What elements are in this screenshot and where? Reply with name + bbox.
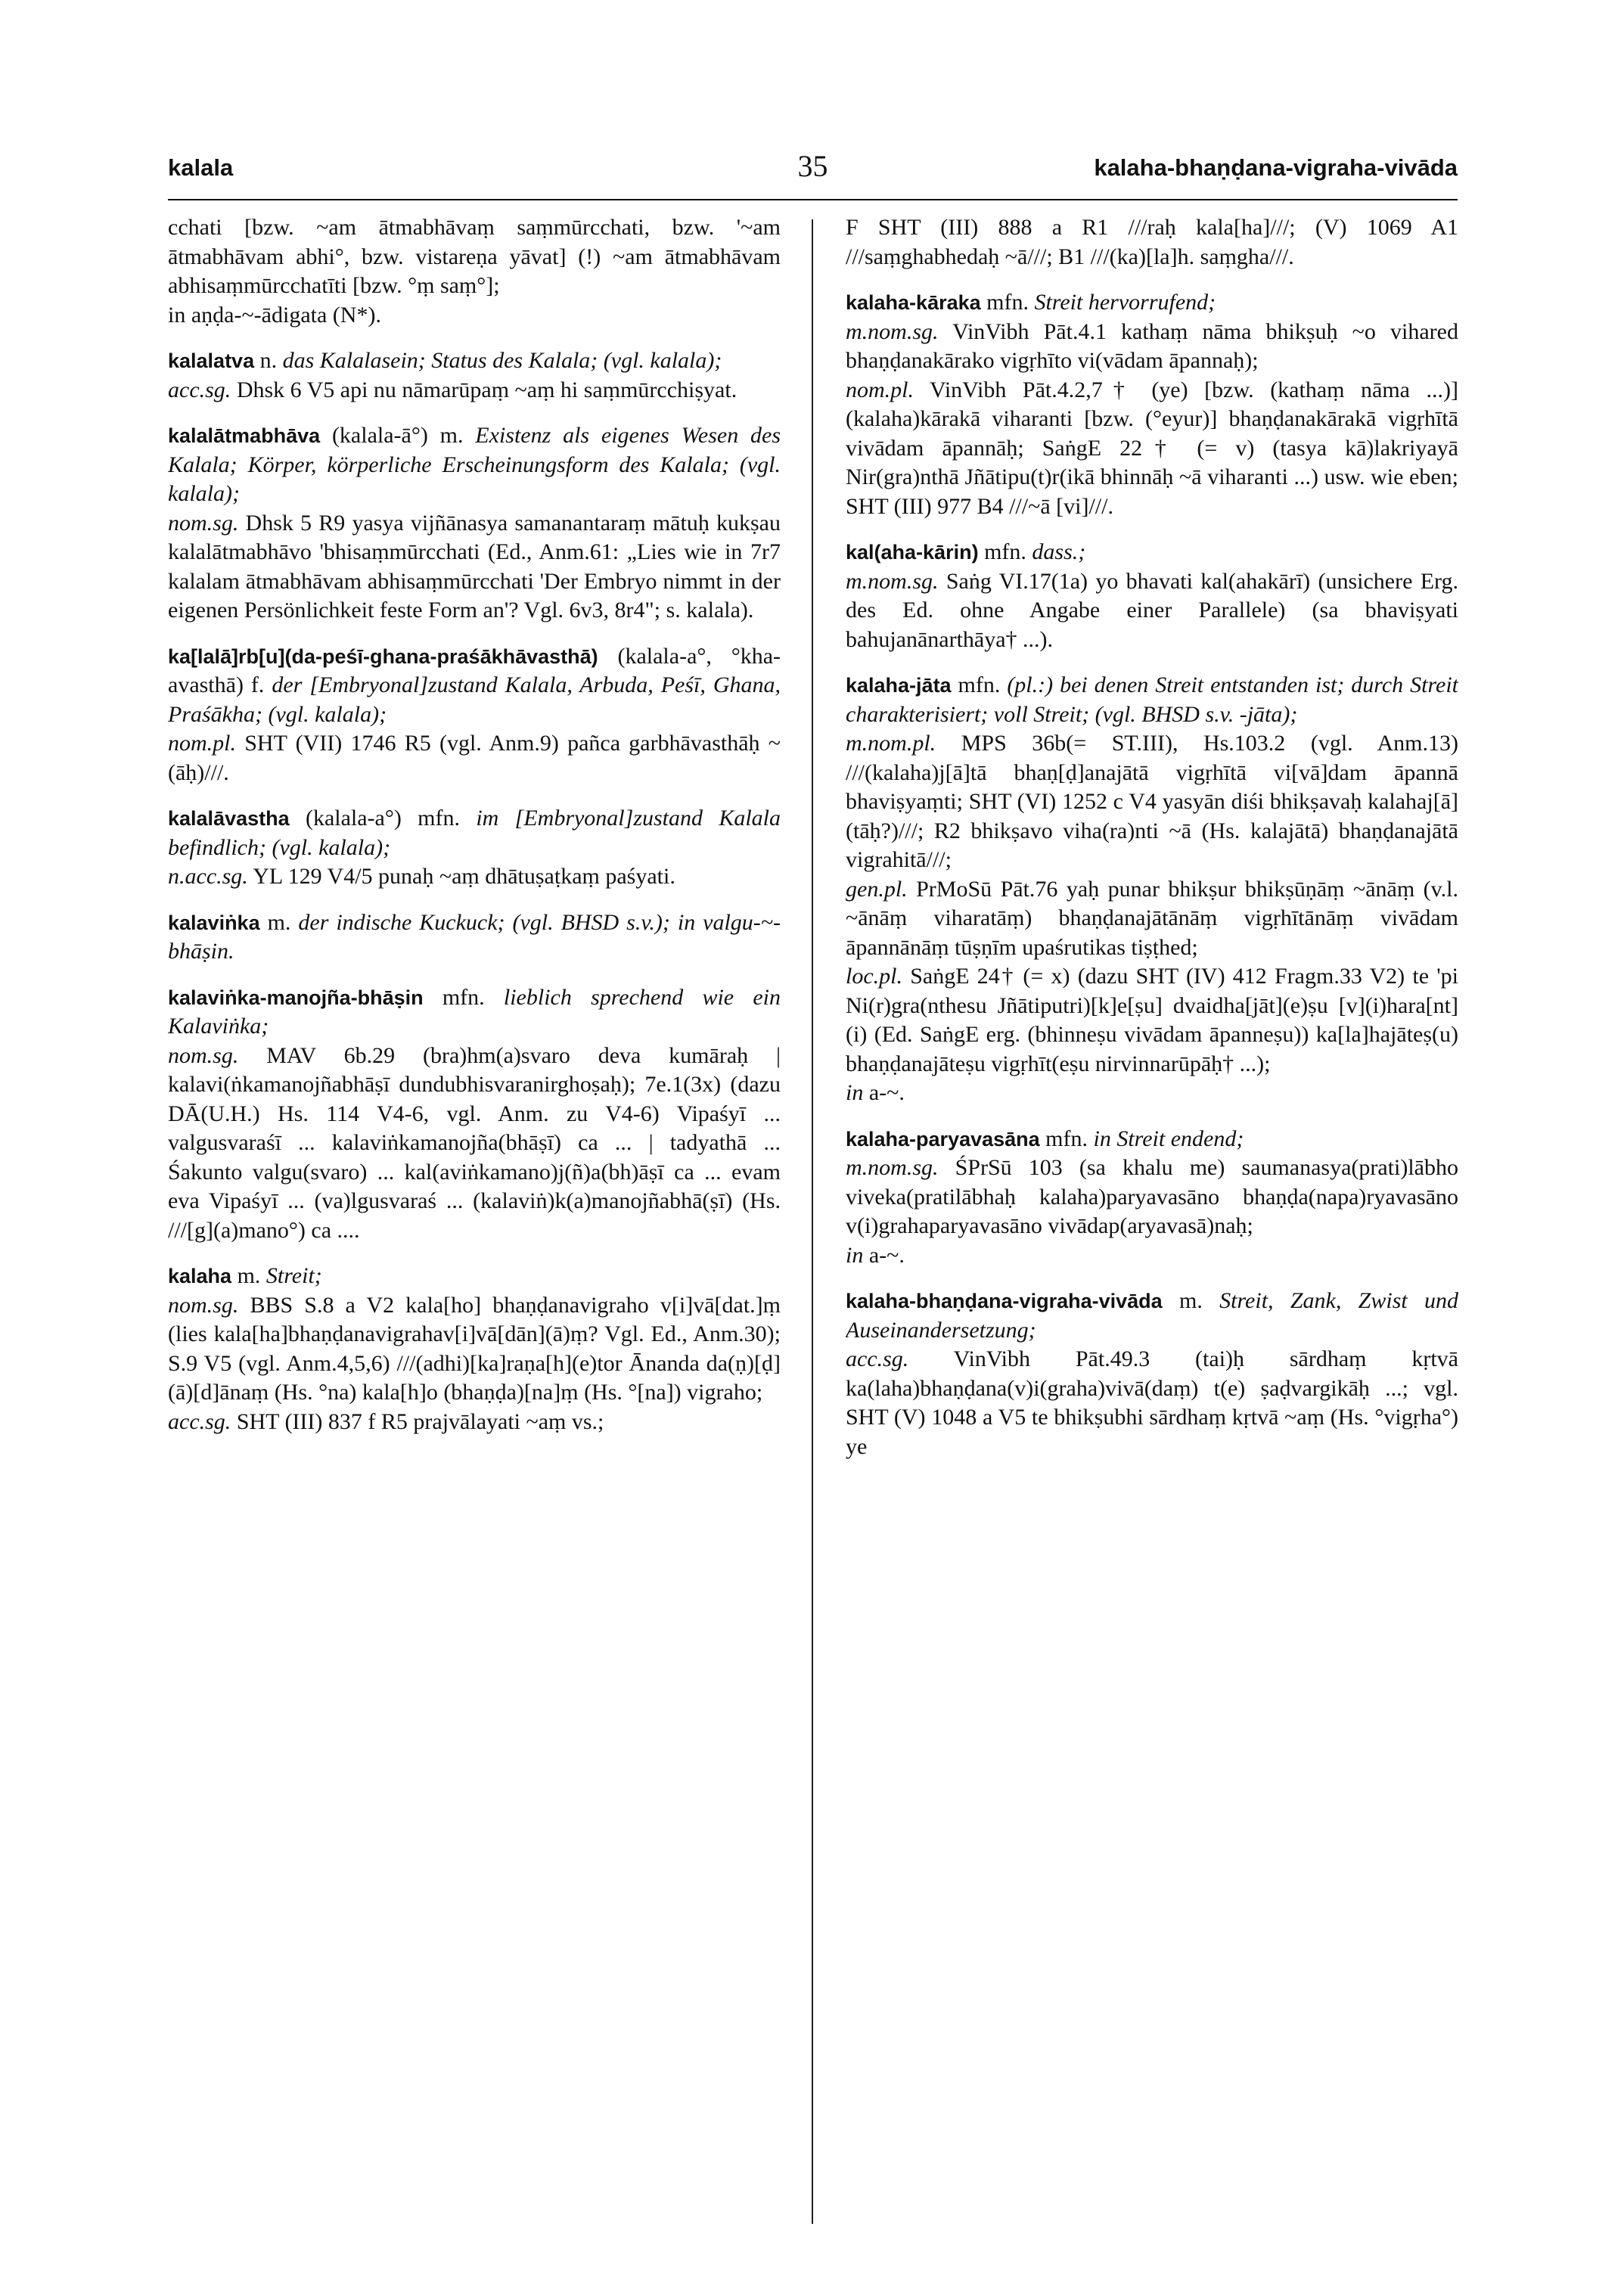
entry-grammar: m. (1178, 1288, 1203, 1313)
entry-definition (168, 908, 781, 967)
entry-grammar: m. (267, 909, 291, 935)
citation-text: a-~. (868, 1080, 905, 1105)
entry-headword: kalalātmabhāva (168, 424, 321, 447)
entry-headword: kalaviṅka (168, 911, 260, 934)
grammar-label: loc.pl. (846, 964, 902, 989)
entry-grammar: (kalala-ā°) m. (331, 423, 464, 448)
citation-text: VinVibh Pāt.4.1 kathaṃ nāma bhikṣuḥ ~o vihared bhaṇḍanakārako vigṛhīto vi(vādam āpannaḥ); (846, 318, 1458, 373)
grammar-label: nom.sg. (168, 510, 239, 536)
citation-text: PrMoSū Pāt.76 yaḥ punar bhikṣur bhikṣūṇāṃ ~ānāṃ (v.l. ~ānāṃ viharatāṃ) bhaṇḍanajātānāṃ vigṛhītānāṃ vivādam āpannānāṃ tūṣṇīm upaśrutikas tiṣṭhed; (846, 876, 1458, 960)
entry-grammar: mfn. (442, 984, 485, 1010)
grammar-label: n.acc.sg. (168, 864, 248, 889)
entry-citation (846, 1345, 1458, 1461)
entry-citation (168, 862, 781, 892)
grammar-label: nom.pl. (168, 731, 236, 756)
grammar-label: acc.sg. (168, 1408, 231, 1434)
right-column (846, 213, 1458, 2225)
entry-grammar: mfn. (1045, 1126, 1088, 1151)
entry-gloss: lieblich sprechend wie ein Kalaviṅka; (168, 984, 781, 1039)
entry-gloss: Streit; (265, 1263, 322, 1288)
entry-headword: kalalāvastha (168, 807, 290, 830)
entry-citation (168, 509, 781, 626)
entry-gloss: Streit hervorrufend; (1034, 290, 1216, 315)
entry-definition (168, 346, 781, 376)
entry-definition (846, 1125, 1458, 1154)
dictionary-entry (846, 671, 1458, 1108)
dictionary-entry (168, 908, 781, 967)
citation-text: ŚPrSū 103 (sa khalu me) saumanasya(prati)lābho viveka(pratilābhaḥ kalaha)paryavasāno bhaṇḍa(napa)ryavasāno v(i)grahaparyavasāno vivādap(aryavasā)naḥ; (846, 1155, 1458, 1238)
entry-grammar: m. (237, 1263, 261, 1288)
entry-citation (168, 1291, 781, 1408)
entry-citation (846, 875, 1458, 963)
citation-text: Dhsk 5 R9 yasya vijñānasya samanantaraṃ mātuḥ kukṣau kalalātmabhāvo 'bhisaṃmūrcchati (Ed., Anm.61: „Lies wie in 7r7 kalalam ātmabhāvam abhisaṃmūrcchati 'Der Embryo nimmt in der eigenen Persönlichkeit feste Form an'? Vgl. 6v3, 8r4"; s. kalala). (168, 510, 781, 623)
entry-citation (168, 729, 781, 787)
entry-grammar: mfn. (986, 290, 1029, 315)
running-header (168, 148, 1458, 194)
grammar-label: nom.pl. (846, 377, 914, 402)
entry-grammar: n. (259, 348, 278, 373)
grammar-label: nom.sg. (168, 1292, 239, 1318)
entry-headword: ka[lalā]rb[u](da-peśī-ghana-praśākhāvasthā) (168, 644, 598, 668)
dictionary-entry (168, 983, 781, 1246)
dictionary-entry (168, 346, 781, 405)
grammar-label: gen.pl. (846, 876, 908, 902)
continued-entry (846, 213, 1458, 272)
grammar-label: acc.sg. (168, 377, 231, 402)
entry-gloss: dass.; (1032, 539, 1086, 564)
continued-text: cchati [bzw. ~am ātmabhāvaṃ saṃmūrcchati, bzw. '~am ātmabhāvam abhi°, bzw. vistareṇa yāvat] (!) ~am ātmabhāvam abhisaṃmūrcchatīti [bzw. °ṃ saṃ°]; (168, 215, 781, 298)
entry-citation (846, 1079, 1458, 1108)
entry-definition (168, 421, 781, 509)
citation-text: SaṅgE 24† (= x) (dazu SHT (IV) 412 Fragm.33 V2) te 'pi Ni(r)gra(nthesu Jñātiputri)[k]e[ṣu] dvaidha[jāt](e)ṣu [v](i)hara[nt](i) (Ed. SaṅgE erg. (bhinneṣu vivādam āpanneṣu)) ka[la]hajāteṣ(u) bhaṇḍanajāteṣu vigṛhīt(eṣu nirvinnarūpāḥ† ...); (846, 964, 1458, 1076)
page-number: 35 (797, 149, 828, 183)
entry-headword: kal(aha-kārin) (846, 541, 979, 564)
entry-headword: kalaha-jāta (846, 674, 952, 697)
entry-headword: kalaha (168, 1265, 232, 1287)
dictionary-entry (846, 1287, 1458, 1461)
entry-citation (846, 729, 1458, 875)
grammar-label: m.nom.sg. (846, 318, 939, 344)
entry-citation (846, 1241, 1458, 1271)
header-left-headword: kalala (168, 154, 234, 181)
citation-text: SHT (III) 837 f R5 prajvālayati ~aṃ vs.; (236, 1408, 604, 1434)
entry-citation (846, 318, 1458, 376)
dictionary-entry (168, 421, 781, 626)
grammar-label: m.nom.sg. (846, 1155, 939, 1180)
citation-text: a-~. (868, 1242, 905, 1268)
continued-text: in aṇḍa-~-ādigata (N*). (168, 302, 381, 328)
entry-gloss: Existenz als eigenes Wesen des Kalala; Körper, körperliche Erscheinungsform des Kalala; (vgl. kalala); (168, 423, 781, 506)
entry-citation (168, 1042, 781, 1246)
entry-gloss: (pl.:) bei denen Streit entstanden ist; durch Streit charakterisiert; voll Streit; (vgl. BHSD s.v. -jāta); (846, 672, 1458, 727)
entry-headword: kalaha-bhaṇḍana-vigraha-vivāda (846, 1290, 1163, 1312)
entry-definition (846, 1287, 1458, 1345)
left-column (168, 213, 781, 2225)
entry-definition (168, 983, 781, 1042)
entry-gloss: der indische Kuckuck; (vgl. BHSD s.v.); in valgu-~-bhāṣin. (168, 909, 781, 964)
entry-headword: kalaha-kāraka (846, 291, 981, 314)
dictionary-entry (846, 1125, 1458, 1271)
continued-entry (168, 213, 781, 330)
entry-grammar: mfn. (958, 672, 1001, 697)
header-rule (168, 199, 1458, 200)
entry-citation (168, 1408, 781, 1437)
dictionary-entry (846, 538, 1458, 654)
grammar-label: m.nom.sg. (846, 568, 939, 594)
entry-definition (168, 642, 781, 730)
entry-definition (168, 804, 781, 862)
citation-text: MPS 36b(= ST.III), Hs.103.2 (vgl. Anm.13) ///(kalaha)j[ā]tā bhaṇ[ḍ]anajātā vigṛhītā vi[vā]dam āpannā bhaviṣyaṃti; SHT (VI) 1252 c V4 yasyān diśi bhikṣavaḥ kalahaj[ā](tāḥ?)///; R2 bhikṣavo viha(ra)nti ~ā (Hs. kalajātā) bhaṇḍanajātā vigrahitā///; (846, 731, 1458, 872)
entry-headword: kalalatva (168, 349, 255, 372)
entry-gloss: in Streit endend; (1093, 1126, 1244, 1151)
entry-citation (846, 1154, 1458, 1241)
entry-gloss: das Kalalasein; Status des Kalala; (vgl. kalala); (282, 348, 722, 373)
dictionary-entry (846, 288, 1458, 521)
entry-definition (846, 288, 1458, 318)
entry-citation (846, 376, 1458, 522)
citation-text: YL 129 V4/5 punaḥ ~aṃ dhātuṣaṭkaṃ paśyati. (253, 864, 675, 889)
grammar-label: nom.sg. (168, 1042, 239, 1068)
entry-gloss: Streit, Zank, Zwist und Auseinandersetzung; (846, 1288, 1458, 1343)
citation-text: MAV 6b.29 (bra)hm(a)svaro deva kumāraḥ | kalavi(ṅkamanojñabhāṣī dundubhisvaranirghoṣaḥ); 7e.1(3x) (dazu DĀ(U.H.) Hs. 114 V4-6, vgl. Anm. zu V4-6) Vipaśyī ... valgusvaraśī ... kalaviṅkamanojña(bhāṣī) ca ... | tadyathā ... Śakunto valgu(svaro) ... kal(aviṅkamano)j(ñ)a(bh)āṣī ca ... evam eva Vipaśyī ... (va)lgusvaraś ... (kalaviṅ)k(a)manojñabhā(ṣī) (Hs. ///[g](a)mano°) ca .... (168, 1042, 781, 1243)
grammar-label: m.nom.pl. (846, 731, 936, 756)
citation-text: Dhsk 6 V5 api nu nāmarūpaṃ ~aṃ hi saṃmūrcchiṣyat. (236, 377, 737, 402)
entry-definition (846, 538, 1458, 567)
entry-headword: kalaha-paryavasāna (846, 1127, 1040, 1151)
entry-citation (846, 567, 1458, 655)
entry-definition (846, 671, 1458, 729)
continued-text: F SHT (III) 888 a R1 ///raḥ kala[ha]///; (V) 1069 A1 ///saṃghabhedaḥ ~ā///; B1 ///(ka)[la]h. saṃgha///. (846, 215, 1458, 269)
citation-text: VinVibh Pāt.49.3 (tai)ḥ sārdhaṃ kṛtvā ka(laha)bhaṇḍana(v)i(graha)vivā(daṃ) t(e) ṣaḍvargikāḥ ...; vgl. SHT (V) 1048 a V5 te bhikṣubhi sārdhaṃ kṛtvā ~aṃ (Hs. °vigṛha°) ye (846, 1346, 1458, 1459)
entry-grammar: mfn. (984, 539, 1026, 564)
entry-grammar: (kalala-a°) mfn. (305, 806, 460, 831)
entry-grammar: (kalala-a°, °kha-avasthā) f. (168, 643, 781, 697)
entry-citation (846, 962, 1458, 1079)
dictionary-entry (168, 804, 781, 892)
citation-text: Saṅg VI.17(1a) yo bhavati kal(ahakārī) (unsichere Erg. des Ed. ohne Angabe einer Parallele) (sa bhaviṣyati bahujanānarthāya† ...). (846, 568, 1458, 652)
citation-text: SHT (VII) 1746 R5 (vgl. Anm.9) pañca garbhāvasthāḥ ~(āḥ)///. (168, 731, 781, 785)
entry-definition (168, 1262, 781, 1291)
dictionary-entry (168, 1262, 781, 1436)
entry-citation (168, 376, 781, 405)
grammar-label: in (846, 1242, 864, 1268)
citation-text: BBS S.8 a V2 kala[ho] bhaṇḍanavigraho v[i]vā[dat.]ṃ (lies kala[ha]bhaṇḍanavigrahav[i]vā[dān](ā)ṃ? Vgl. Ed., Anm.30); S.9 V5 (vgl. Anm.4,5,6) ///(adhi)[ka]raṇa[h](e)tor Ānanda da(ṇ)[ḍ](ā)[d]ānaṃ (Hs. °na) kala[h]o (bhaṇḍa)[na]ṃ (Hs. °[na]) vigraho; (168, 1292, 781, 1405)
header-right-headword: kalaha-bhaṇḍana-vigraha-vivāda (1094, 154, 1458, 181)
entry-gloss: der [Embryonal]zustand Kalala, Arbuda, Peśī, Ghana, Praśākha; (vgl. kalala); (168, 672, 781, 727)
grammar-label: acc.sg. (846, 1346, 909, 1371)
grammar-label: in (846, 1080, 864, 1105)
dictionary-entry (168, 642, 781, 788)
citation-text: VinVibh Pāt.4.2,7† (ye) [bzw. (kathaṃ nāma ...)] (kalaha)kārakā viharanti [bzw. (°eyur)] bhaṇḍanakārakā vigṛhītā vivādam āpannāḥ; SaṅgE 22† (= v) (tasya kā)lakriyayā Nir(gra)nthā Jñātipu(t)r(ikā bhinnāḥ ~ā viharanti ...) usw. wie eben; SHT (III) 977 B4 ///~ā [vi]///. (846, 377, 1458, 519)
column-divider (812, 219, 813, 2224)
entry-gloss: im [Embryonal]zustand Kalala befindlich; (vgl. kalala); (168, 806, 781, 860)
entry-headword: kalaviṅka-manojña-bhāṣin (168, 986, 424, 1009)
